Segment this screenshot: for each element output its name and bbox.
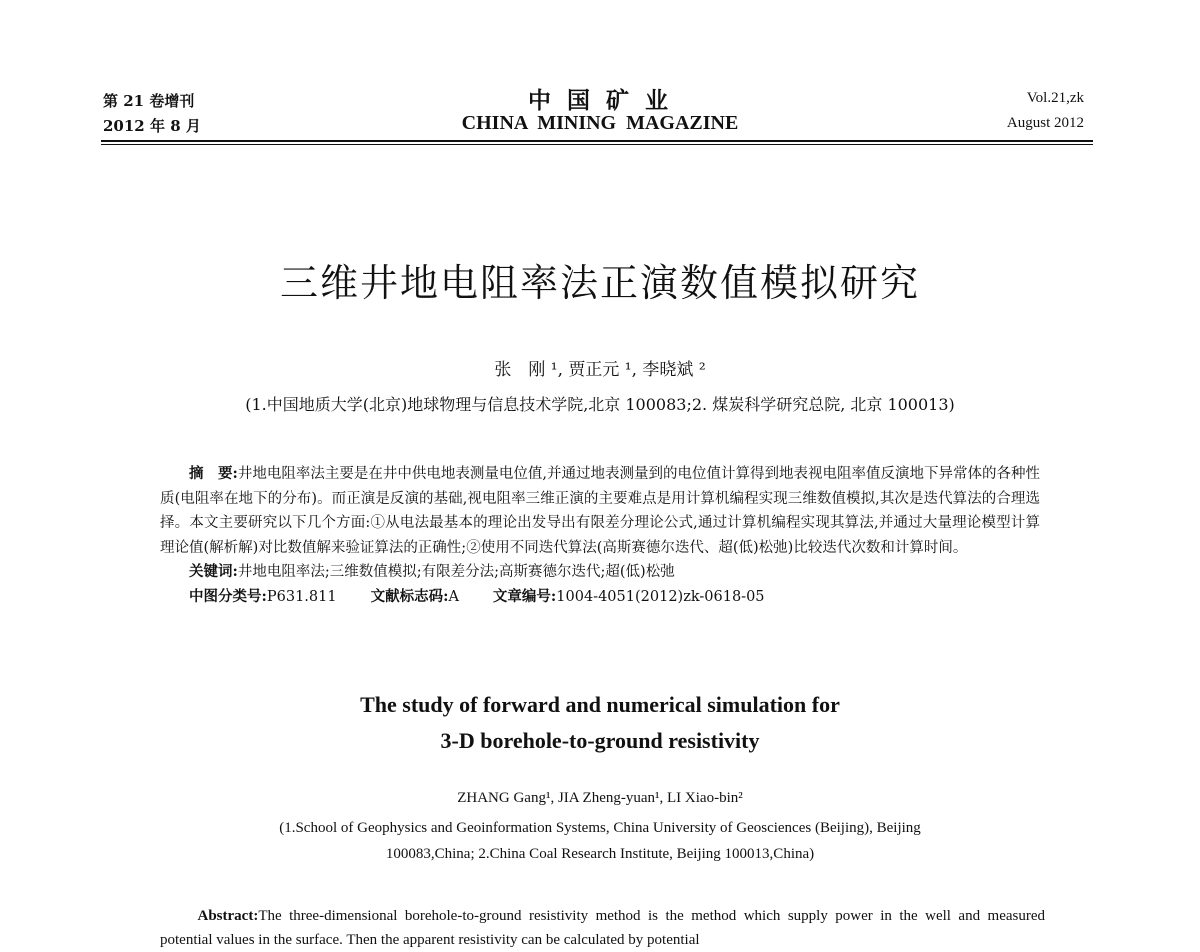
header-date-cn: 2012 年 8 月 <box>103 117 201 135</box>
keywords-cn <box>160 560 1040 585</box>
article-no-value: 1004-4051(2012)zk-0618-05 <box>556 588 765 605</box>
header-rule-thin <box>101 144 1093 145</box>
keywords-text: 井地电阻率法;三维数值模拟;有限差分法;高斯赛德尔迭代;超(低)松弛 <box>237 564 675 580</box>
abstract-en <box>160 904 1045 952</box>
header-date-en: August 2012 <box>1006 115 1084 131</box>
authors-cn: 张 刚 ¹, 贾正元 ¹, 李晓斌 ² <box>494 360 706 380</box>
header-rule-thick <box>101 140 1093 142</box>
paper-title-en-line2: 3-D borehole-to-ground resistivity <box>440 728 760 753</box>
clc-value: P631.811 <box>266 588 337 605</box>
abstract-cn-paragraph <box>160 462 1040 560</box>
article-no-label: 文章编号: <box>492 587 557 605</box>
classification-line <box>160 585 1040 610</box>
doc-code-label: 文献标志码: <box>370 587 449 605</box>
affiliation-en-line2: 100083,China; 2.China Coal Research Institute, Beijing 100013,China) <box>385 846 815 862</box>
journal-title-en: CHINA MINING MAGAZINE <box>461 112 739 134</box>
header-volume-cn: 第 21 卷增刊 <box>103 92 195 110</box>
journal-title-cn: 中 国 矿 业 <box>527 87 673 114</box>
paper-title-en-line1: The study of forward and numerical simulation for <box>360 692 840 717</box>
abstract-en-text: The three-dimensional borehole-to-ground resistivity method is the method which supply power in the well and measured potential values in the surface. Then the apparent resistivity can be calculated by potential <box>160 908 1045 948</box>
abstract-cn-text: 井地电阻率法主要是在井中供电地表测量电位值,并通过地表测量到的电位值计算得到地表视电阻率值反演地下异常体的各种性质(电阻率在地下的分布)。而正演是反演的基础,视电阻率三维正演的主要难点是用计算机编程实现三维数值模拟,其次是迭代算法的合理选择。本文主要研究以下几个方面:①从电法最基本的理论出发导出有限差分理论公式,通过计算机编程实现其算法,并通过大量理论模型计算理论值(解析解)对比数值解来验证算法的正确性;②使用不同迭代算法(高斯赛德尔迭代、超(低)松弛)比较迭代次数和计算时间。 <box>160 466 1040 556</box>
abstract-en-paragraph <box>160 904 1045 952</box>
affiliation-en-line1: (1.School of Geophysics and Geoinformation Systems, China University of Geosciences (Beijing), Beijing <box>279 820 921 836</box>
keywords-label: 关键词: <box>189 563 238 580</box>
paper-title-cn: 三维井地电阻率法正演数值模拟研究 <box>279 261 920 305</box>
header-volume-en: Vol.21,zk <box>1026 90 1084 106</box>
authors-en: ZHANG Gang¹, JIA Zheng-yuan¹, LI Xiao-bin² <box>457 790 743 806</box>
doc-code-value: A <box>448 588 459 605</box>
abstract-cn-label: 摘 要: <box>189 465 238 482</box>
clc-label: 中图分类号: <box>189 587 267 605</box>
abstract-cn <box>160 462 1040 609</box>
abstract-en-label: Abstract: <box>197 908 259 924</box>
affiliation-cn: (1.中国地质大学(北京)地球物理与信息技术学院,北京 100083;2. 煤炭科学研究总院, 北京 100013) <box>245 395 955 414</box>
